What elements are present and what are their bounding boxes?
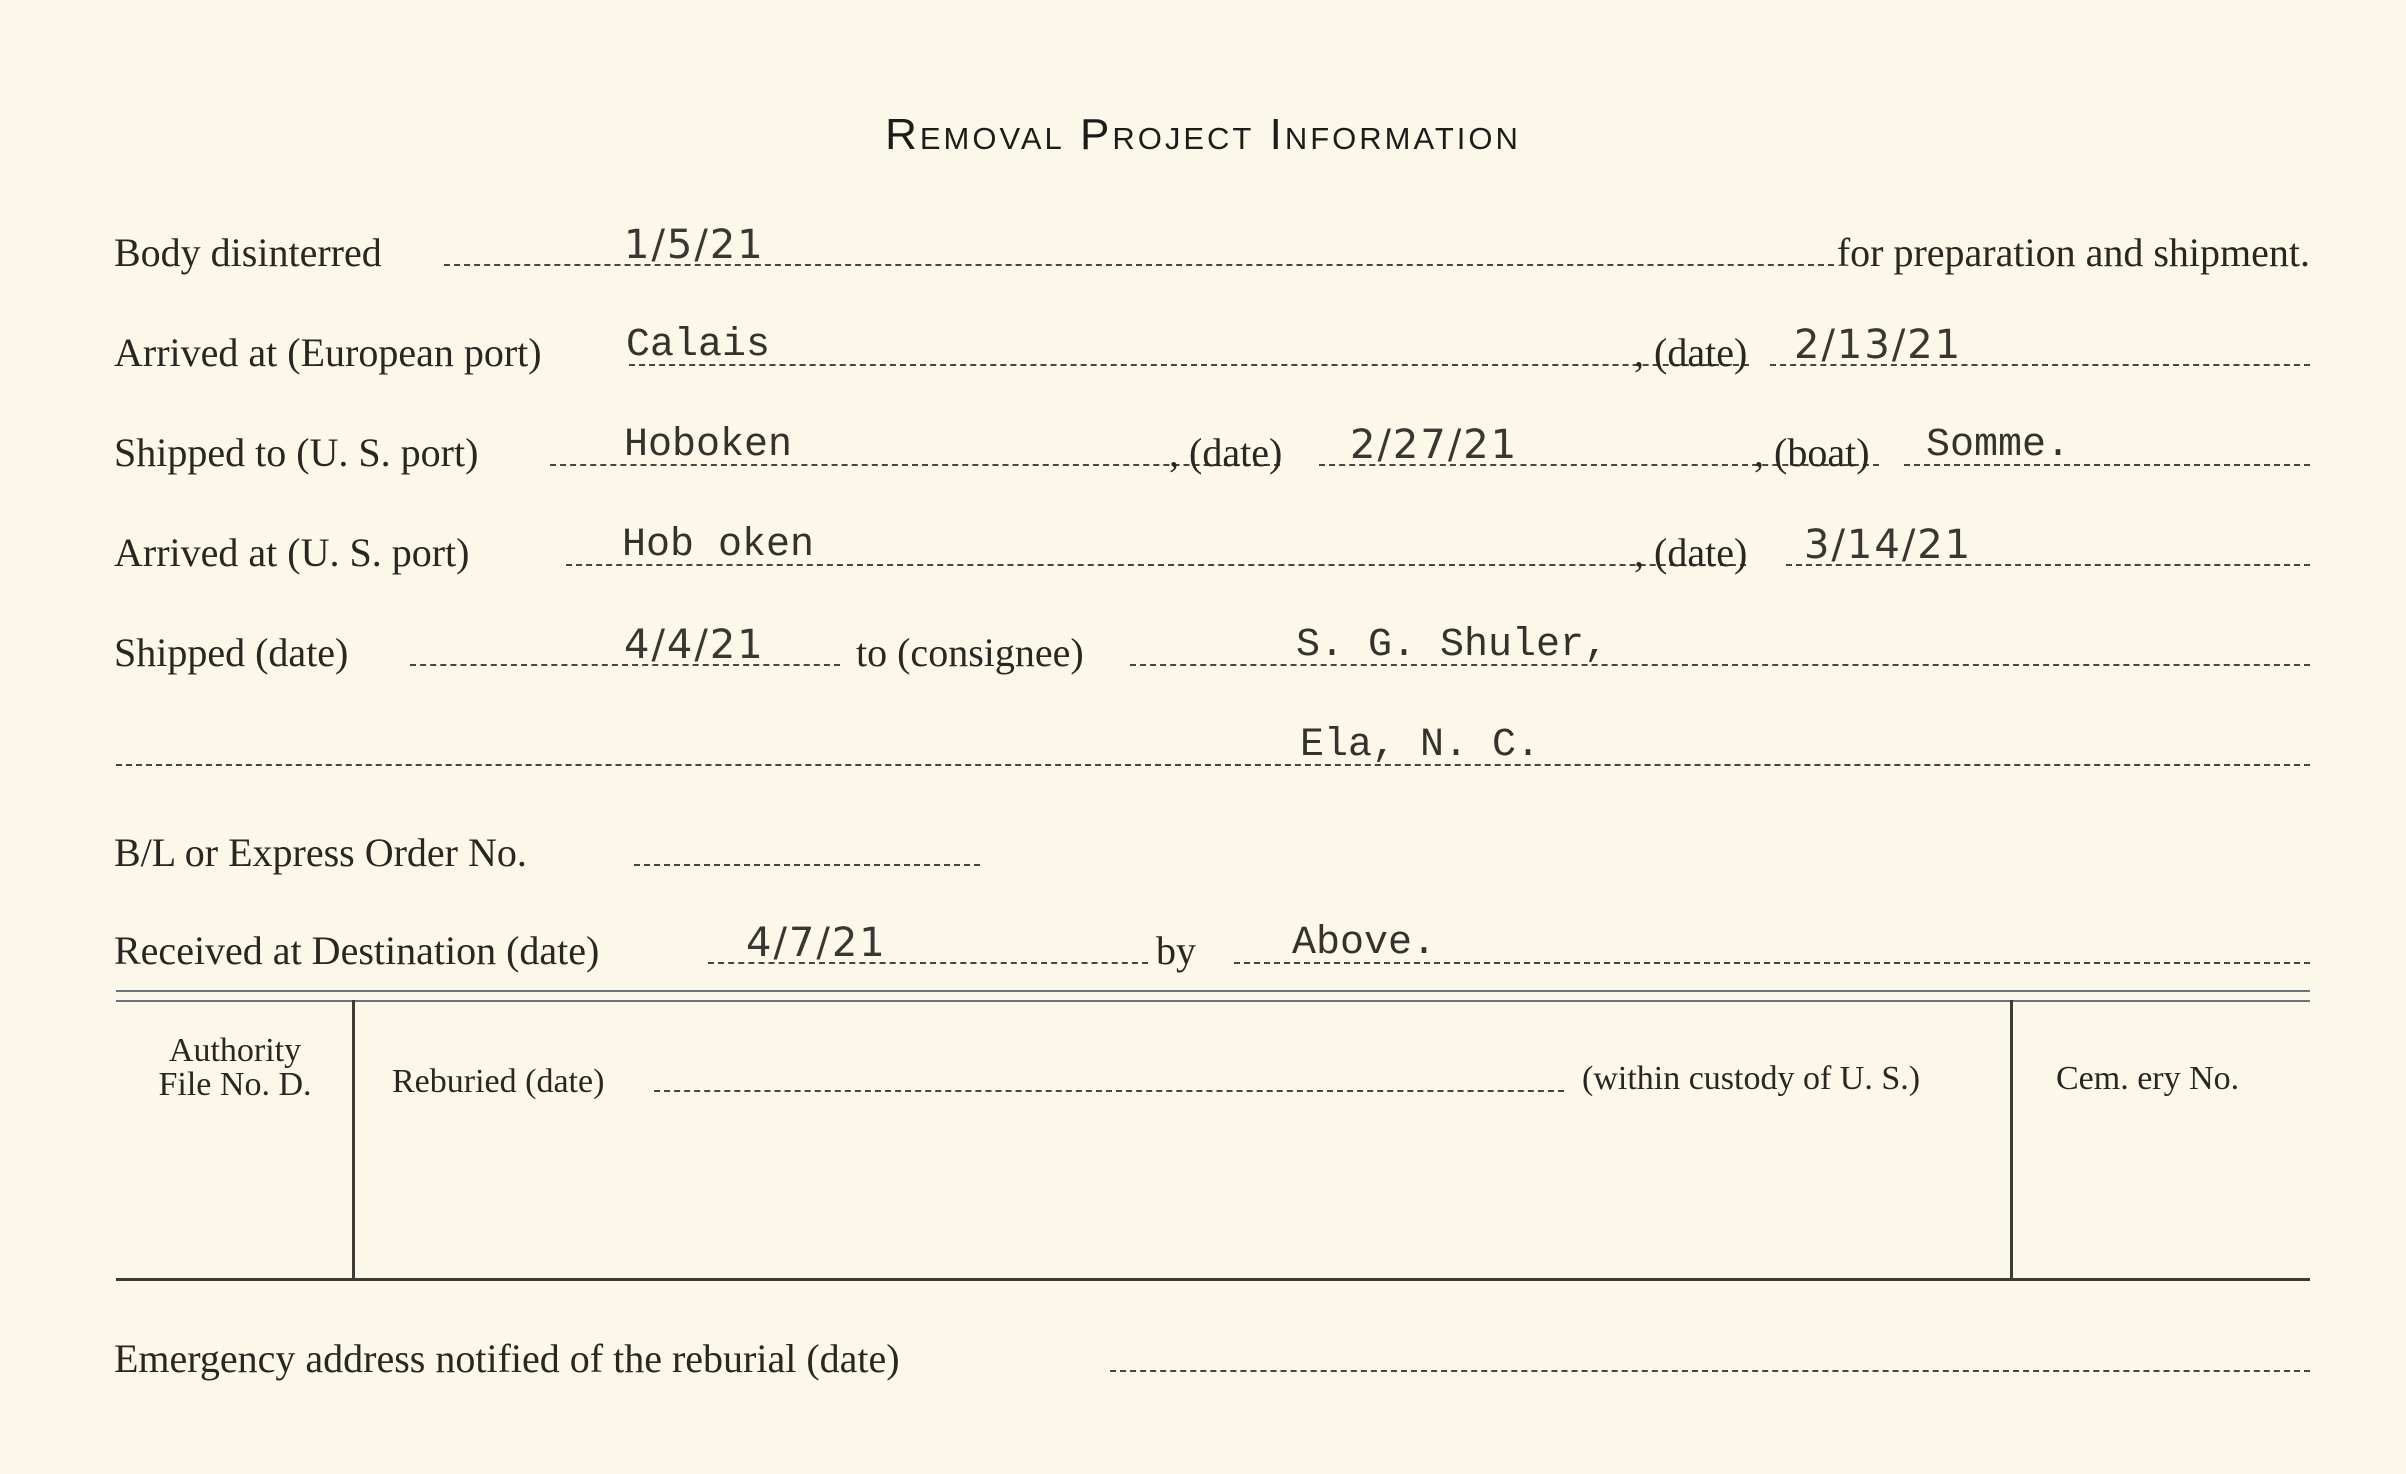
- european-port-date-label: , (date): [1634, 330, 1748, 375]
- reburied-label: Reburied (date): [392, 1063, 605, 1100]
- authority-label: Authority: [168, 1032, 302, 1069]
- row-received: [114, 918, 2310, 978]
- european-port-value: Calais: [626, 323, 771, 368]
- row-disinterred: [114, 220, 2310, 280]
- shipped-us-port-label: Shipped to (U. S. port): [114, 430, 479, 475]
- european-port-date-value: 2/13/21: [1794, 322, 1963, 368]
- authority-file-label: File No. D.: [158, 1066, 312, 1103]
- reburied-date-line: [654, 1090, 1564, 1092]
- disinterred-label: Body disinterred: [114, 230, 382, 275]
- row-shipped-us-port: [114, 420, 2310, 480]
- european-port-label: Arrived at (European port): [114, 330, 542, 375]
- page-title: Removal Project Information: [885, 110, 1521, 159]
- row-consignee-line-2: [114, 720, 2310, 780]
- arrived-us-date-label: , (date): [1634, 530, 1748, 575]
- shipped-us-date-label: , (date): [1169, 430, 1283, 475]
- arrived-us-date-value: 3/14/21: [1804, 522, 1973, 568]
- table-divider-right: [2010, 1000, 2013, 1280]
- received-date-value: 4/7/21: [746, 920, 887, 966]
- consignee-address-value: Ela, N. C.: [1300, 723, 1541, 768]
- custody-label: (within custody of U. S.): [1582, 1060, 1921, 1097]
- boat-label: , (boat): [1754, 430, 1870, 475]
- row-bl-order: [114, 820, 2310, 880]
- arrived-us-port-value: Hob oken: [622, 523, 815, 568]
- consignee-value: S. G. Shuler,: [1296, 623, 1609, 668]
- received-by-label: by: [1156, 928, 1196, 973]
- bl-order-label: B/L or Express Order No.: [114, 830, 527, 875]
- consignee-line-2: [116, 764, 2310, 766]
- emergency-label: Emergency address notified of the reburial (date): [114, 1336, 900, 1381]
- european-port-field-line: [629, 364, 1749, 366]
- shipped-date-value: 4/4/21: [624, 622, 765, 668]
- row-arrived-us-port: [114, 520, 2310, 580]
- row-shipped-consignee: [114, 620, 2310, 680]
- table-divider-left: [352, 1000, 355, 1280]
- table-bottom-rule: [116, 1278, 2310, 1281]
- disinterred-suffix: for preparation and shipment.: [1836, 230, 2310, 275]
- disinterred-date-value: 1/5/21: [624, 222, 765, 268]
- arrived-us-port-label: Arrived at (U. S. port): [114, 530, 470, 575]
- section-divider: [116, 990, 2310, 1002]
- shipped-date-label: Shipped (date): [114, 630, 349, 675]
- received-label: Received at Destination (date): [114, 928, 600, 973]
- authority-cell: [120, 1034, 350, 1102]
- cemetery-number-label: Cem. ery No.: [2056, 1060, 2240, 1097]
- boat-value: Somme.: [1926, 423, 2071, 468]
- shipped-us-port-value: Hoboken: [624, 423, 793, 468]
- bl-order-line: [634, 864, 980, 866]
- row-emergency: [114, 1326, 2310, 1386]
- shipped-us-date-value: 2/27/21: [1350, 422, 1519, 468]
- row-european-port: [114, 320, 2310, 380]
- emergency-date-line: [1110, 1370, 2310, 1372]
- received-by-value: Above.: [1292, 921, 1437, 966]
- consignee-label: to (consignee): [856, 630, 1084, 675]
